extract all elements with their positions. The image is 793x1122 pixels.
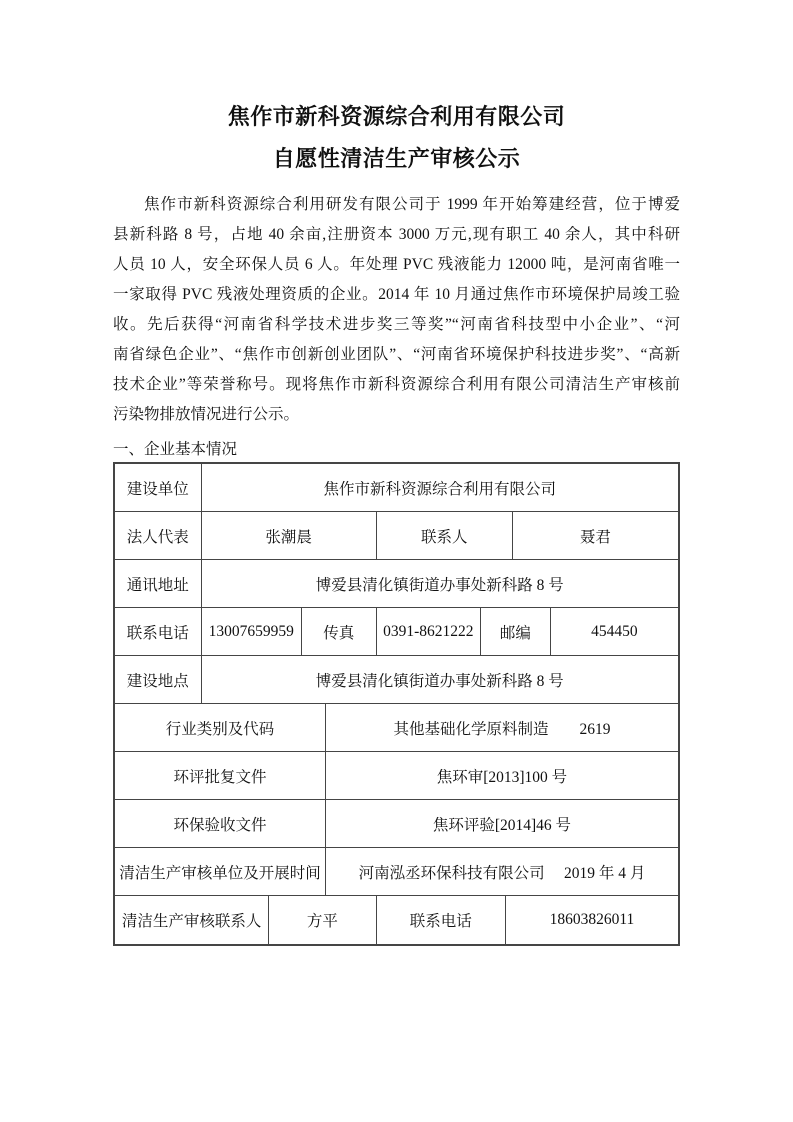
industry-category-label: 行业类别及代码 xyxy=(115,704,326,752)
paragraph-line: 技术企业”等荣誉称号。现将焦作市新科资源综合利用有限公司清洁生产审核前 xyxy=(113,376,680,393)
legal-rep-value: 张潮晨 xyxy=(202,512,377,560)
table-row-audit-unit-time xyxy=(115,848,678,896)
postal-address-label: 通讯地址 xyxy=(115,560,202,608)
fax-value: 0391-8621222 xyxy=(377,608,481,656)
contact-person-value: 聂君 xyxy=(513,512,678,560)
table-row-industry-category xyxy=(115,704,678,752)
table-row-construction-unit xyxy=(115,464,678,512)
zip-value: 454450 xyxy=(551,608,678,656)
company-info-table xyxy=(113,462,680,946)
intro-paragraph xyxy=(113,190,680,430)
table-row-env-acceptance xyxy=(115,800,678,848)
audit-phone-value: 18603826011 xyxy=(549,911,635,928)
audit-contact-label: 清洁生产审核联系人 xyxy=(115,896,269,944)
legal-rep-label: 法人代表 xyxy=(115,512,202,560)
paragraph-line: 污染物排放情况进行公示。 xyxy=(113,406,300,423)
table-row-eia-approval xyxy=(115,752,678,800)
paragraph-line: 南省绿色企业”、“焦作市创新创业团队”、“河南省环境保护科技进步奖”、“高新 xyxy=(113,346,680,363)
paragraph-line: 县新科路 8 号，占地 40 余亩,注册资本 3000 万元,现有职工 40 余人，其中科研 xyxy=(113,226,680,243)
table-row-construction-site xyxy=(115,656,678,704)
table-row-contact-phone xyxy=(115,608,678,656)
fax-label: 传真 xyxy=(302,608,377,656)
paragraph-line: 焦作市新科资源综合利用研发有限公司于 1999 年开始筹建经营，位于博爱 xyxy=(144,196,680,213)
paragraph-line: 人员 10 人，安全环保人员 6 人。年处理 PVC 残液能力 12000 吨，是河南省唯一 xyxy=(113,256,680,273)
env-acceptance-label: 环保验收文件 xyxy=(115,800,326,848)
paragraph-line: 一家取得 PVC 残液处理资质的企业。2014 年 10 月通过焦作市环境保护局竣工验 xyxy=(113,286,680,303)
eia-approval-label: 环评批复文件 xyxy=(115,752,326,800)
audit-unit-time-value: 河南泓丞环保科技有限公司 2019 年 4 月 xyxy=(326,848,678,896)
zip-label: 邮编 xyxy=(481,608,551,656)
construction-site-value: 博爱县清化镇街道办事处新科路 8 号 xyxy=(202,656,678,704)
postal-address-value: 博爱县清化镇街道办事处新科路 8 号 xyxy=(202,560,678,608)
table-row-audit-contact xyxy=(115,896,678,944)
industry-category-value: 其他基础化学原料制造 2619 xyxy=(326,704,678,752)
phone-value: 13007659959 xyxy=(202,608,302,656)
table-row-legal-representative xyxy=(115,512,678,560)
paragraph-line: 收。先后获得“河南省科学技术进步奖三等奖”“河南省科技型中小企业”、“河 xyxy=(113,316,680,333)
doc-title: 焦作市新科资源综合利用有限公司 xyxy=(227,104,566,129)
construction-unit-label: 建设单位 xyxy=(115,464,202,512)
phone-label: 联系电话 xyxy=(115,608,202,656)
env-acceptance-value: 焦环评验[2014]46 号 xyxy=(326,800,678,848)
contact-person-label: 联系人 xyxy=(377,512,513,560)
section-heading: 一、企业基本情况 xyxy=(113,441,238,458)
eia-approval-value: 焦环审[2013]100 号 xyxy=(326,752,678,800)
construction-unit-value: 焦作市新科资源综合利用有限公司 xyxy=(202,464,678,512)
audit-unit-time-label: 清洁生产审核单位及开展时间 xyxy=(115,848,326,896)
construction-site-label: 建设地点 xyxy=(115,656,202,704)
table-row-postal-address xyxy=(115,560,678,608)
document-content xyxy=(113,0,680,946)
audit-contact-value: 方平 xyxy=(269,896,376,944)
doc-subtitle: 自愿性清洁生产审核公示 xyxy=(272,146,521,171)
audit-phone-label: 联系电话 xyxy=(377,896,506,944)
